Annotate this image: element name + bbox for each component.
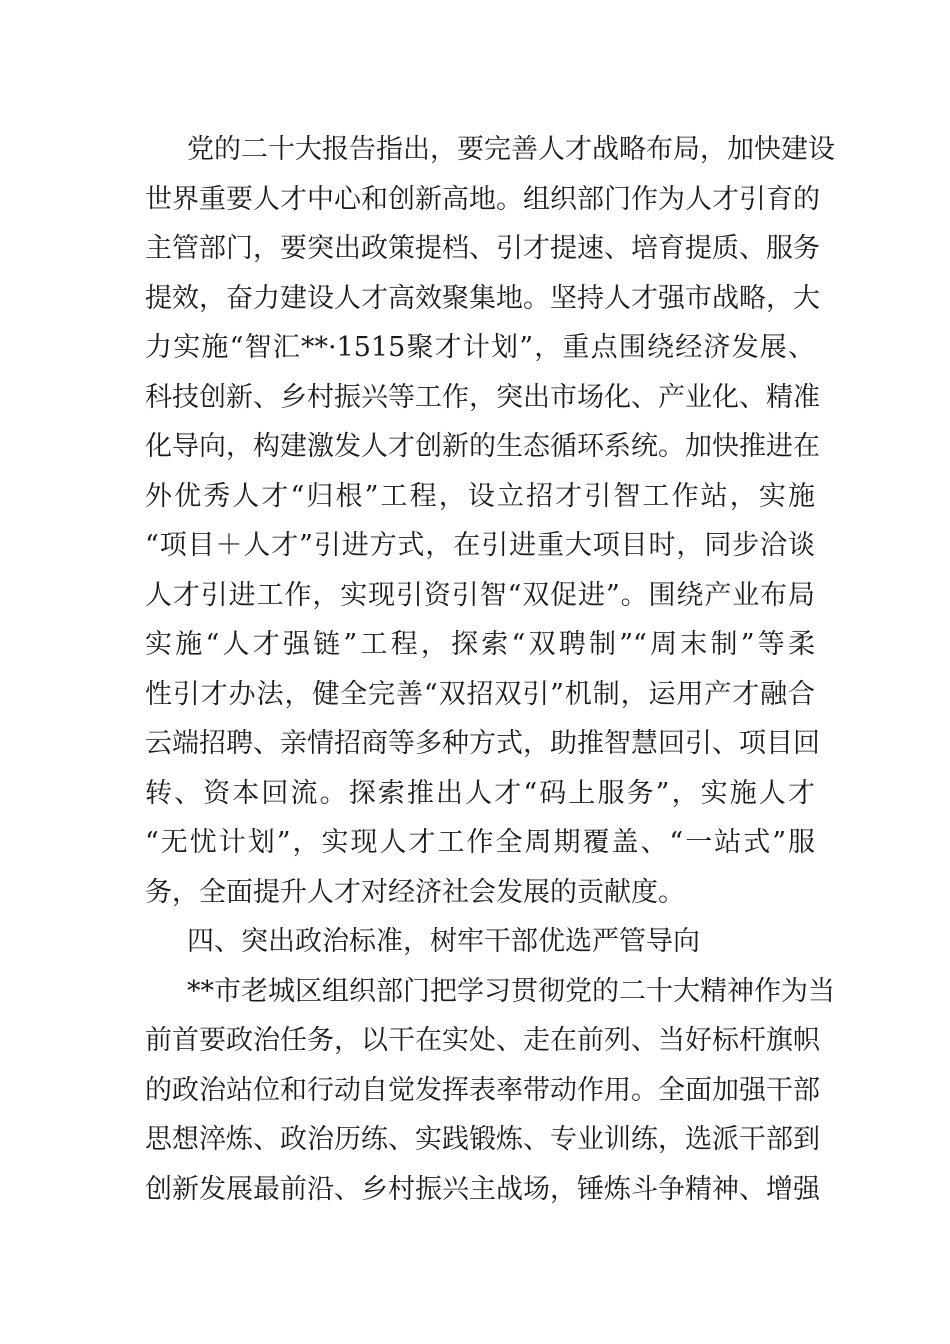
text-line: 创新发展最前沿、乡村振兴主战场，锤炼斗争精神、增强 [145, 1173, 820, 1205]
text-line: 性引才办法，健全完善“双招双引”机制，运用产才融合 [145, 678, 815, 710]
document-body [145, 125, 835, 1214]
text-line: 主管部门，要突出政策提档、引才提速、培育提质、服务 [145, 233, 820, 264]
section-heading: 四、突出政治标准，树牢干部优选严管导向 [187, 926, 700, 957]
text-line: 科技创新、乡村振兴等工作，突出市场化、产业化、精准 [145, 381, 820, 413]
paragraph-cadre-selection [145, 967, 835, 1215]
text-line: 世界重要人才中心和创新高地。组织部门作为人才引育的 [145, 183, 820, 215]
text-line: 的政治站位和行动自觉发挥表率带动作用。全面加强干部 [145, 1074, 820, 1106]
text-line: **市老城区组织部门把学习贯彻党的二十大精神作为当 [187, 975, 835, 1007]
text-line: 前首要政治任务，以干在实处、走在前列、当好标杆旗帜 [145, 1025, 820, 1056]
text-line: 化导向，构建激发人才创新的生态循环系统。加快推进在 [145, 431, 820, 462]
text-line: 党的二十大报告指出，要完善人才战略布局，加快建设 [187, 134, 835, 165]
text-line: 提效，奋力建设人才高效聚集地。坚持人才强市战略，大 [145, 282, 820, 314]
text-line: 外优秀人才“归根”工程，设立招才引智工作站，实施 [145, 480, 815, 512]
text-line: 转、资本回流。探索推出人才“码上服务”，实施人才 [145, 777, 815, 809]
text-line: 人才引进工作，实现引资引智“双促进”。围绕产业布局 [145, 579, 815, 611]
text-line: 力实施“智汇**·1515聚才计划”，重点围绕经济发展、 [145, 332, 815, 363]
text-line: 实施“人才强链”工程，探索“双聘制”“周末制”等柔 [145, 629, 815, 660]
text-line: “无忧计划”，实现人才工作全周期覆盖、“一站式”服 [145, 827, 815, 858]
text-line: 务，全面提升人才对经济社会发展的贡献度。 [145, 876, 685, 908]
paragraph-talent-strategy [145, 125, 835, 917]
text-line: 思想淬炼、政治历练、实践锻炼、专业训练，选派干部到 [145, 1124, 820, 1155]
text-line: 云端招聘、亲情招商等多种方式，助推智慧回引、项目回 [145, 728, 820, 759]
text-line: “项目＋人才”引进方式，在引进重大项目时，同步洽谈 [145, 530, 815, 561]
